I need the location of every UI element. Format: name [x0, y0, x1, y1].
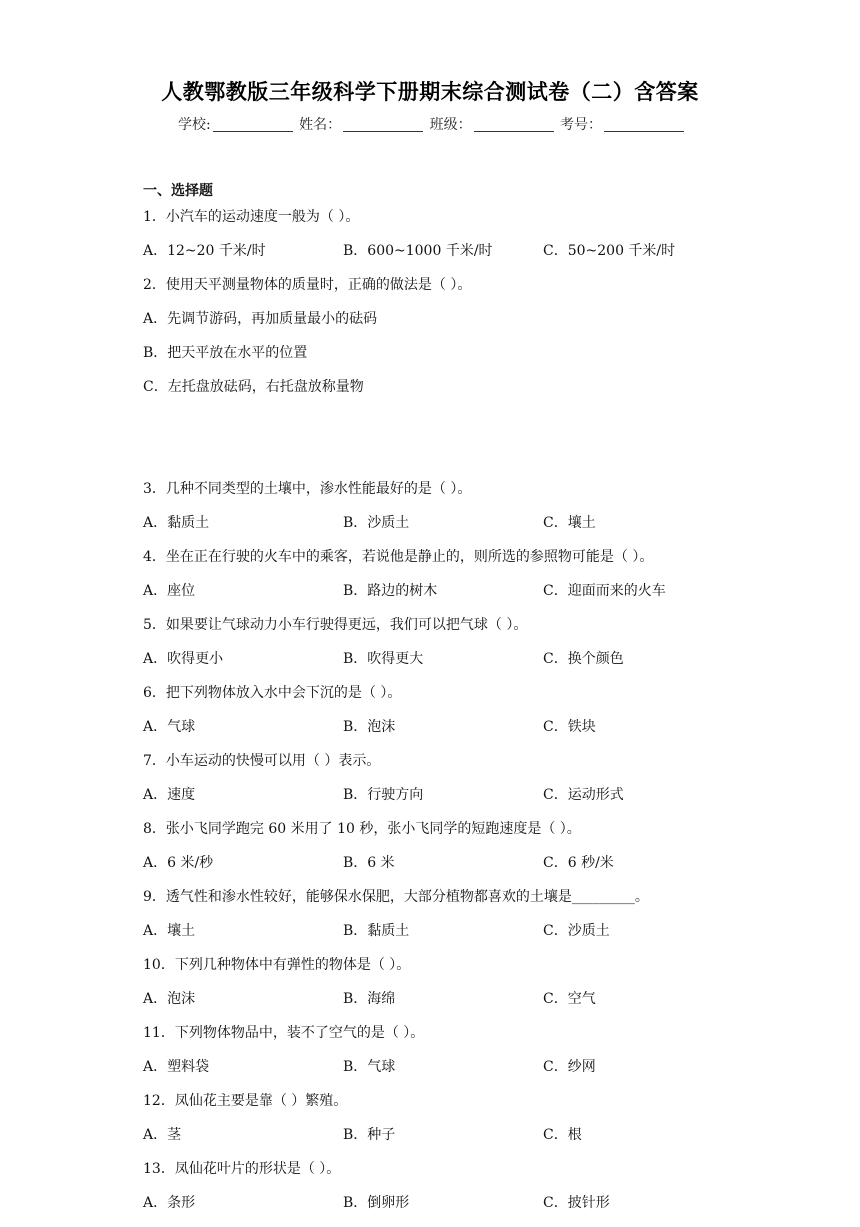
answer-option[interactable]: B．600~1000 千米/时: [343, 243, 493, 259]
number-blank[interactable]: [604, 117, 684, 132]
question-item: [143, 887, 743, 955]
question-stem: 7．小车运动的快慢可以用（ ）表示。: [143, 753, 381, 769]
question-item: [143, 479, 743, 547]
answer-option[interactable]: B．行驶方向: [343, 787, 424, 803]
answer-option[interactable]: A．6 米/秒: [143, 855, 214, 871]
question-stem: 8．张小飞同学跑完 60 米用了 10 秒，张小飞同学的短跑速度是（ ）。: [143, 821, 581, 837]
answer-option[interactable]: B．海绵: [343, 991, 396, 1007]
answer-option[interactable]: C．铁块: [543, 719, 596, 735]
question-stem: 1．小汽车的运动速度一般为（ ）。: [143, 209, 360, 225]
answer-option[interactable]: B．沙质土: [343, 515, 410, 531]
school-label: 学校:: [177, 117, 211, 133]
answer-option[interactable]: A．茎: [143, 1127, 182, 1143]
question-stem: 6．把下列物体放入水中会下沉的是（ ）。: [143, 685, 402, 701]
answer-options: [143, 1193, 743, 1213]
answer-option[interactable]: A．吹得更小: [143, 651, 224, 667]
answer-options: [143, 1057, 743, 1077]
answer-option[interactable]: A．速度: [143, 787, 196, 803]
answer-option[interactable]: C．左托盘放砝码，右托盘放称量物: [143, 379, 364, 395]
answer-options: [143, 785, 743, 805]
answer-option[interactable]: A．条形: [143, 1195, 196, 1211]
answer-option[interactable]: C．根: [543, 1127, 582, 1143]
answer-option[interactable]: C．50~200 千米/时: [543, 243, 676, 259]
question-list: [143, 207, 743, 1227]
answer-option[interactable]: C．纱网: [543, 1059, 596, 1075]
school-blank[interactable]: [213, 117, 293, 132]
answer-option[interactable]: A．泡沫: [143, 991, 196, 1007]
answer-option[interactable]: B．倒卵形: [343, 1195, 410, 1211]
question-stem: 13．凤仙花叶片的形状是（ ）。: [143, 1161, 341, 1177]
answer-options: [143, 513, 743, 533]
question-item: [143, 1023, 743, 1091]
answer-option[interactable]: C．运动形式: [543, 787, 624, 803]
question-stem: 3．几种不同类型的土壤中，渗水性能最好的是（ ）。: [143, 481, 472, 497]
answer-option[interactable]: C．沙质土: [543, 923, 610, 939]
question-stem: 10．下列几种物体中有弹性的物体是（ ）。: [143, 957, 411, 973]
question-item: [143, 819, 743, 887]
answer-option[interactable]: A．塑料袋: [143, 1059, 210, 1075]
name-blank[interactable]: [343, 117, 423, 132]
section-heading: 一、选择题: [143, 183, 213, 199]
answer-options: [143, 921, 743, 941]
student-info-line: [0, 114, 860, 134]
question-stem: 4．坐在正在行驶的火车中的乘客，若说他是静止的，则所选的参照物可能是（ ）。: [143, 549, 654, 565]
answer-option[interactable]: A．黏质土: [143, 515, 210, 531]
answer-option[interactable]: C．空气: [543, 991, 596, 1007]
answer-option[interactable]: B．路边的树木: [343, 583, 438, 599]
answer-option[interactable]: B．吹得更大: [343, 651, 424, 667]
answer-option[interactable]: C．披针形: [543, 1195, 610, 1211]
question-stem: 5．如果要让气球动力小车行驶得更远，我们可以把气球（ ）。: [143, 617, 528, 633]
class-label: 班级：: [429, 117, 472, 133]
answer-option[interactable]: A．壤土: [143, 923, 196, 939]
answer-option[interactable]: B．气球: [343, 1059, 396, 1075]
answer-option[interactable]: B．黏质土: [343, 923, 410, 939]
answer-option[interactable]: C．6 秒/米: [543, 855, 614, 871]
question-stem: 9．透气性和渗水性较好，能够保水保肥，大部分植物都喜欢的土壤是_________。: [143, 889, 649, 905]
question-item: [143, 683, 743, 751]
exam-title: 人教鄂教版三年级科学下册期末综合测试卷（二）含答案: [161, 80, 699, 104]
question-item: [143, 547, 743, 615]
answer-option[interactable]: C．换个颜色: [543, 651, 624, 667]
answer-option[interactable]: A．先调节游码，再加质量最小的砝码: [143, 311, 378, 327]
answer-option[interactable]: B．6 米: [343, 855, 395, 871]
answer-option[interactable]: A．气球: [143, 719, 196, 735]
answer-option[interactable]: A．座位: [143, 583, 196, 599]
question-stem: 11．下列物体物品中，装不了空气的是（ ）。: [143, 1025, 425, 1041]
name-label: 姓名：: [299, 117, 342, 133]
answer-options: [143, 1125, 743, 1145]
question-item: [143, 1159, 743, 1227]
answer-options: [143, 717, 743, 737]
answer-option[interactable]: A．12~20 千米/时: [143, 243, 266, 259]
answer-options: [143, 581, 743, 601]
answer-options: [143, 989, 743, 1009]
question-item: [143, 955, 743, 1023]
answer-option[interactable]: C．壤土: [543, 515, 596, 531]
answer-options: [143, 241, 743, 261]
answer-option[interactable]: B．泡沫: [343, 719, 396, 735]
number-label: 考号：: [560, 117, 603, 133]
question-stem: 2．使用天平测量物体的质量时，正确的做法是（ ）。: [143, 277, 472, 293]
answer-options: [143, 649, 743, 669]
class-blank[interactable]: [474, 117, 554, 132]
question-item: [143, 751, 743, 819]
question-item: [143, 615, 743, 683]
question-stem: 12．凤仙花主要是靠（ ）繁殖。: [143, 1093, 348, 1109]
question-item: [143, 207, 743, 275]
question-item: [143, 275, 743, 479]
question-item: [143, 1091, 743, 1159]
answer-option[interactable]: B．把天平放在水平的位置: [143, 345, 308, 361]
answer-option[interactable]: B．种子: [343, 1127, 396, 1143]
answer-options: [143, 853, 743, 873]
answer-option[interactable]: C．迎面而来的火车: [543, 583, 666, 599]
